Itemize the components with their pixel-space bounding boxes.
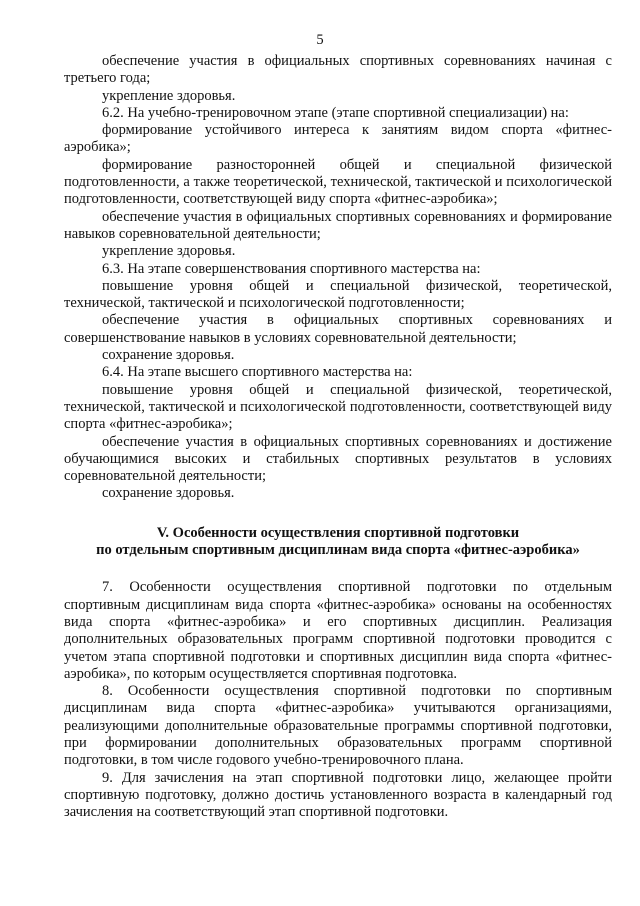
section-heading-line: по отдельным спортивным дисциплинам вида спорта «фитнес-аэробика» — [96, 542, 580, 559]
section-heading-line: V. Особенности осуществления спортивной подготовки — [156, 524, 520, 541]
paragraph: 7. Особенности осуществления спортивной подготовки по отдельным спортивным дисциплинам вида спорта «фитнес-аэробика» основаны на особенностях вида спорта «фитнес-аэробика» и его спортивных дисциплин. Реализация дополнительных образовательных программ спортивной подготовки проводится с учетом этапа спортивной подготовки и спортивных дисциплин вида спорта «фитнес-аэробика», по которым осуществляется спортивная подготовка. — [64, 579, 612, 682]
document-body — [64, 53, 612, 821]
list-item: сохранение здоровья. — [102, 485, 235, 502]
list-item: обеспечение участия в официальных спортивных соревнованиях и достижение обучающимися высоких и стабильных спортивных результатов в условиях соревновательной деятельности; — [64, 433, 612, 485]
paragraph: 9. Для зачисления на этап спортивной подготовки лицо, желающее пройти спортивную подготовку, должно достичь установленного возраста в календарный год зачисления на соответствующий этап спортивной подготовки. — [64, 769, 612, 821]
list-item: сохранение здоровья. — [102, 347, 235, 364]
list-item: повышение уровня общей и специальной физической, теоретической, технической, тактической и психологической подготовленности, соответствующей виду спорта «фитнес-аэробика»; — [64, 381, 612, 433]
subsection-heading: 6.3. На этапе совершенствования спортивного мастерства на: — [102, 260, 481, 277]
list-item: обеспечение участия в официальных спортивных соревнованиях и совершенствование навыков в условиях соревновательной деятельности; — [64, 312, 612, 346]
list-item: формирование устойчивого интереса к занятиям видом спорта «фитнес-аэробика»; — [64, 122, 612, 156]
list-item: повышение уровня общей и специальной физической, теоретической, технической, тактической и психологической подготовленности; — [64, 277, 612, 312]
list-item: обеспечение участия в официальных спортивных соревнованиях начиная с третьего года; — [64, 53, 612, 87]
list-item: формирование разносторонней общей и специальной физической подготовленности, а также теоретической, технической, тактической и психологической подготовленности, соответствующей виду спорта «фитнес-аэробика»; — [64, 156, 612, 208]
section-heading — [64, 525, 612, 560]
paragraph: 8. Особенности осуществления спортивной подготовки по спортивным дисциплинам вида спорта «фитнес-аэробика» учитываются организациями, реализующими дополнительные образовательные программы спортивной подготовки, при формировании дополнительных образовательных программ спортивной подготовки, в том числе годового учебно-тренировочного плана. — [64, 683, 612, 769]
list-item: укрепление здоровья. — [102, 87, 236, 104]
subsection-heading: 6.4. На этапе высшего спортивного мастерства на: — [102, 364, 413, 381]
list-item: укрепление здоровья. — [102, 243, 236, 260]
subsection-heading: 6.2. На учебно-тренировочном этапе (этапе спортивной специализации) на: — [102, 104, 569, 121]
list-item: обеспечение участия в официальных спортивных соревнованиях и формирование навыков соревновательной деятельности; — [64, 208, 612, 242]
page-number: 5 — [316, 32, 324, 48]
